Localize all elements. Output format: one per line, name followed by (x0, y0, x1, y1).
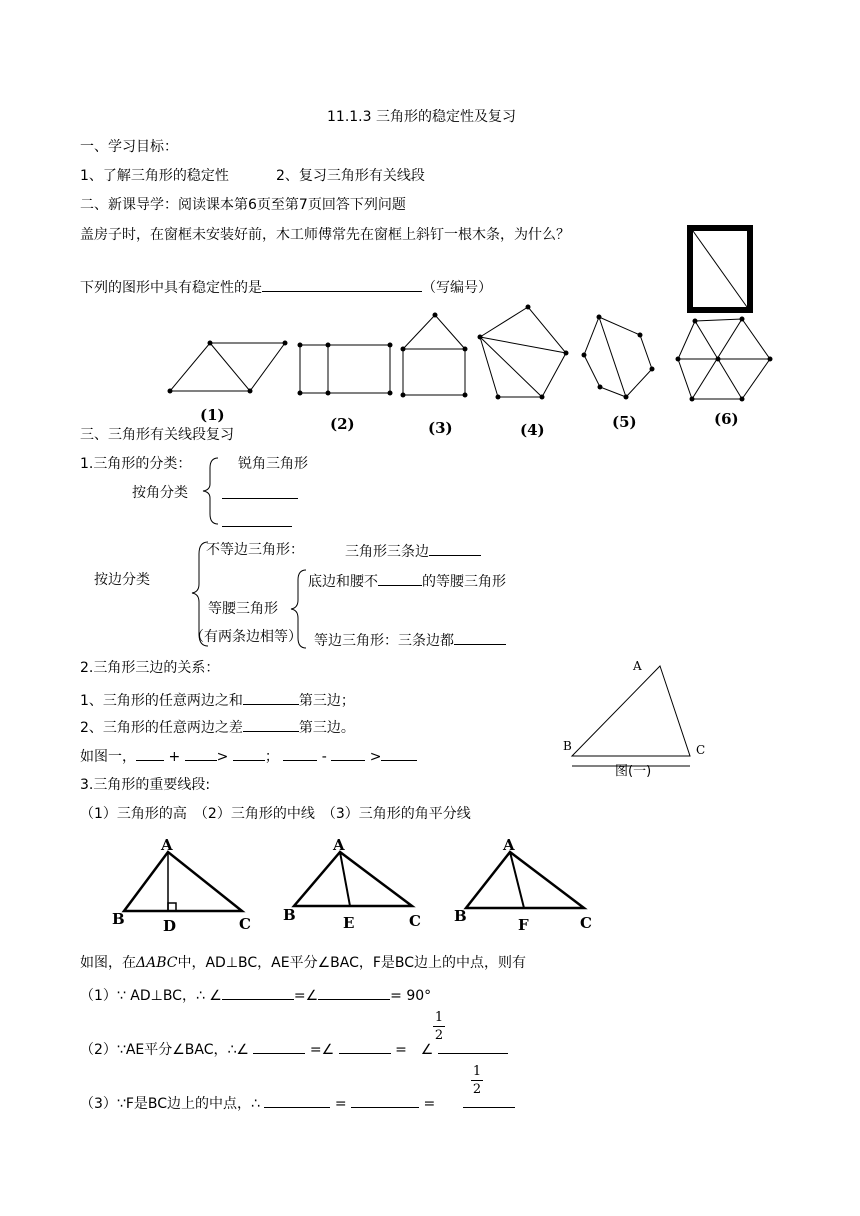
shape-label-3: (3) (428, 419, 453, 437)
blank-scalene[interactable] (429, 541, 481, 556)
iso-sub-2-text: 等边三角形：三条边都 (314, 633, 454, 649)
scalene-desc-text: 三角形三条边 (345, 544, 429, 560)
relation-2-text-b: 第三边。 (298, 720, 355, 736)
isosceles-label: 等腰三角形 (208, 601, 278, 617)
section-3-heading: 三、三角形有关线段复习 (80, 427, 234, 443)
blank-iso-base[interactable] (378, 571, 422, 586)
relation-2-text-a: 2、三角形的任意两边之差 (80, 720, 243, 736)
tri2-vertex-b: B (283, 906, 296, 924)
given-text-a: 如图，在 (80, 955, 136, 971)
tri2-vertex-a: A (333, 836, 345, 854)
relations-title: 2.三角形三边的关系： (80, 660, 220, 676)
proof-1-text-c: = 90° (390, 988, 432, 1004)
iso-sub-1-text-b: 的等腰三角形 (422, 574, 506, 590)
fig1-vertex-a: A (633, 659, 642, 673)
scalene-label: 不等边三角形： (206, 542, 304, 558)
tri1-vertex-c: C (239, 915, 251, 933)
blank-fig1-3[interactable] (233, 746, 265, 761)
blank-angle-type-3[interactable] (222, 512, 292, 527)
proof-2-text-a: （2）∵AE平分∠BAC，∴∠ (80, 1042, 249, 1058)
blank-fig1-1[interactable] (136, 746, 164, 761)
tri3-vertex-b: B (454, 907, 467, 925)
blank-proof-3-2[interactable] (351, 1093, 419, 1108)
answer-blank-stability[interactable] (262, 277, 422, 292)
fraction-2-denominator: 2 (434, 1028, 444, 1043)
relation-1 (80, 690, 355, 710)
tri3-vertex-f: F (518, 916, 529, 934)
proof-3-text-c: = (423, 1096, 436, 1112)
shape-label-4: (4) (520, 421, 545, 439)
fig1-plus: + (168, 749, 181, 765)
shape-label-1: (1) (200, 406, 225, 424)
goal-2: 2、复习三角形有关线段 (276, 168, 425, 184)
fig1-vertex-c: C (696, 743, 706, 757)
triangle-bisector (462, 848, 592, 918)
isosceles-note: （有两条边相等） (190, 629, 302, 645)
blank-equilateral[interactable] (454, 630, 506, 645)
by-angle-label: 按角分类 (132, 485, 188, 501)
fraction-half-2 (433, 1010, 445, 1043)
section-2-heading: 二、新课导学：阅读课本第6页至第7页回答下列问题 (80, 197, 406, 213)
fig1-vertex-b: B (563, 739, 572, 753)
relation-2 (80, 717, 355, 737)
tri3-vertex-c: C (580, 914, 592, 932)
blank-proof-2-3[interactable] (438, 1039, 508, 1054)
fraction-2-numerator: 1 (434, 1010, 444, 1025)
goal-1: 1、了解三角形的稳定性 (80, 168, 229, 184)
fig1-gt-1: > (216, 749, 229, 765)
blank-proof-1-1[interactable] (222, 985, 294, 1000)
fig1-gt-2: > (369, 749, 382, 765)
fraction-3-numerator: 1 (472, 1064, 482, 1079)
fig1-minus: - (321, 749, 327, 765)
fig1-sep: ； (264, 749, 279, 765)
blank-proof-2-1[interactable] (253, 1039, 305, 1054)
fraction-half-3 (471, 1064, 483, 1097)
shape-label-5: (5) (612, 413, 637, 431)
window-frame-figure (686, 224, 756, 316)
scalene-desc (345, 541, 481, 561)
segments-list: （1）三角形的高 （2）三角形的中线 （3）三角形的角平分线 (80, 806, 471, 822)
classification-title: 1.三角形的分类： (80, 456, 192, 472)
proof-3-text-b: = (334, 1096, 347, 1112)
fig1-caption: 图(一) (615, 764, 652, 779)
tri2-vertex-c: C (409, 912, 421, 930)
blank-fig1-4[interactable] (283, 746, 317, 761)
acute-triangle: 锐角三角形 (238, 456, 308, 472)
page-title: 11.1.3 三角形的稳定性及复习 (327, 109, 516, 125)
figure-1-inequality (80, 746, 417, 766)
triangle-median (292, 848, 422, 918)
blank-fig1-2[interactable] (185, 746, 217, 761)
fig1-prefix: 如图一， (80, 749, 136, 765)
by-side-label: 按边分类 (94, 572, 150, 588)
proof-3-text-a: （3）∵F是BC边上的中点，∴ (80, 1096, 260, 1112)
shape-label-2: (2) (330, 415, 355, 433)
given-text-b: 中，AD⊥BC，AE平分∠BAC，F是BC边上的中点，则有 (177, 955, 527, 971)
proof-3 (80, 1093, 515, 1113)
blank-angle-type-2[interactable] (222, 484, 298, 499)
relation-1-text-b: 第三边； (298, 693, 355, 709)
proof-2-text-d: ∠ (420, 1042, 434, 1058)
section-1-heading: 一、学习目标： (80, 139, 178, 155)
relation-1-text-a: 1、三角形的任意两边之和 (80, 693, 243, 709)
shapes-figure (160, 305, 790, 405)
given-triangle-abc: ΔABC (136, 955, 178, 971)
question-stability-text: 下列的图形中具有稳定性的是 (80, 280, 262, 296)
angle-brace (200, 456, 220, 526)
tri1-vertex-b: B (112, 910, 125, 928)
tri3-vertex-a: A (503, 836, 515, 854)
question-stability (80, 277, 492, 297)
proof-2-text-b: =∠ (309, 1042, 335, 1058)
blank-proof-2-2[interactable] (339, 1039, 391, 1054)
blank-proof-1-2[interactable] (318, 985, 390, 1000)
proof-1 (80, 985, 431, 1005)
given-condition (80, 954, 526, 972)
tri1-vertex-a: A (161, 836, 173, 854)
proof-2-text-c: = (395, 1042, 407, 1058)
triangle-altitude (120, 848, 250, 918)
blank-proof-3-1[interactable] (264, 1093, 330, 1108)
question-stability-note: （写编号） (422, 280, 492, 296)
isosceles-brace (288, 568, 308, 650)
blank-difference[interactable] (243, 717, 299, 732)
question-window-frame: 盖房子时，在窗框未安装好前，木工师傅常先在窗框上斜钉一根木条，为什么？ (80, 227, 570, 243)
shape-label-6: (6) (714, 410, 739, 428)
tri2-vertex-e: E (343, 914, 355, 932)
proof-1-text-b: =∠ (293, 988, 319, 1004)
iso-sub-1 (308, 571, 506, 591)
blank-fig1-5[interactable] (331, 746, 365, 761)
iso-sub-2 (314, 630, 506, 650)
blank-sum[interactable] (243, 690, 299, 705)
tri1-vertex-d: D (163, 917, 177, 935)
proof-1-text-a: （1）∵ AD⊥BC，∴ ∠ (80, 988, 222, 1004)
blank-fig1-6[interactable] (381, 746, 417, 761)
fraction-3-denominator: 2 (472, 1082, 482, 1097)
segments-title: 3.三角形的重要线段: (80, 777, 211, 793)
iso-sub-1-text-a: 底边和腰不 (308, 574, 378, 590)
